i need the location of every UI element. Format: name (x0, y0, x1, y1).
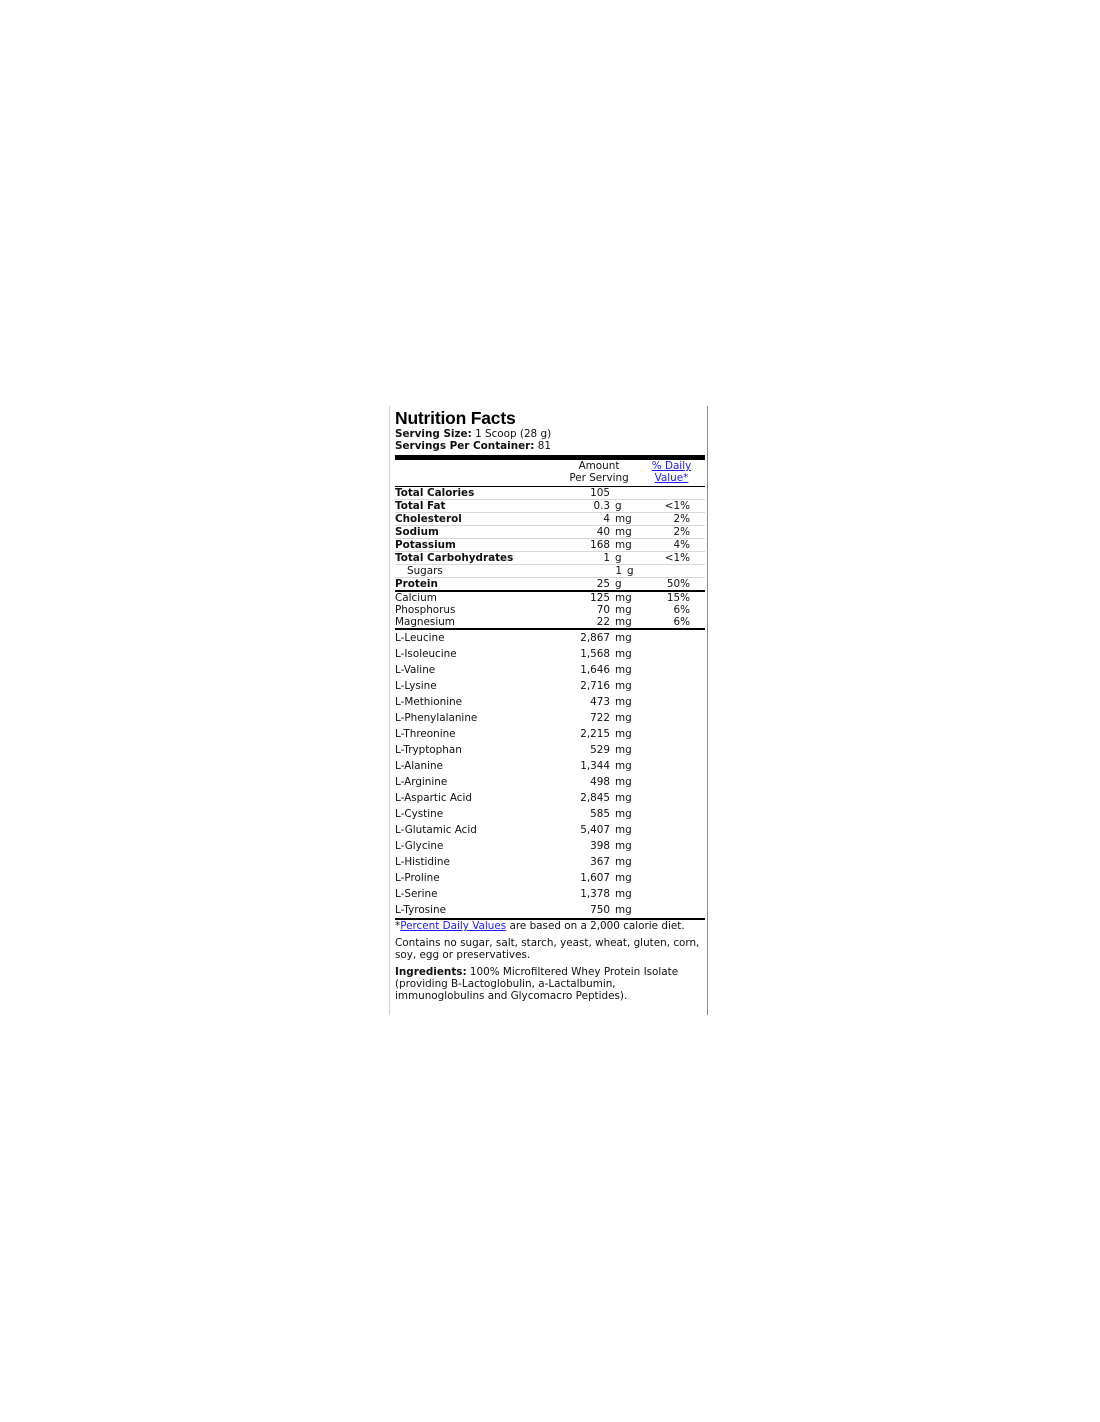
table-row: L-Tryptophan 529 mg (395, 744, 632, 756)
table-row: Sodium 40 mg 2% (395, 526, 705, 539)
table-row: L-Glycine 398 mg (395, 840, 632, 852)
table-row: Calcium 125 mg 15% (395, 592, 690, 604)
table-row: L-Leucine 2,867 mg (395, 632, 632, 644)
servings-value: 81 (537, 440, 552, 452)
table-row: L-Phenylalanine 722 mg (395, 712, 632, 724)
serving-size (395, 428, 705, 440)
label-footer (395, 920, 705, 1002)
table-row: Magnesium 22 mg 6% (395, 616, 690, 628)
percent-daily-values-link[interactable]: Percent Daily Values (400, 920, 507, 932)
table-row: L-Lysine 2,716 mg (395, 680, 632, 692)
table-row: L-Serine 1,378 mg (395, 888, 632, 900)
ingredients (395, 966, 705, 1002)
table-row: L-Arginine 498 mg (395, 776, 632, 788)
table-row: L-Proline 1,607 mg (395, 872, 632, 884)
table-row: Total Fat 0.3 g <1% (395, 500, 705, 513)
table-row: L-Cystine 585 mg (395, 808, 632, 820)
nutrients-table (395, 487, 705, 590)
label-title: Nutrition Facts (395, 408, 516, 428)
column-headers (395, 460, 705, 484)
table-row: Potassium 168 mg 4% (395, 539, 705, 552)
table-row: Total Carbohydrates 1 g <1% (395, 552, 705, 565)
table-row: Total Calories 105 (395, 487, 705, 500)
table-row: Cholesterol 4 mg 2% (395, 513, 705, 526)
ingredients-text: 100% Microfiltered Whey Protein Isolate (providing B-Lactoglobulin, a-Lactalbumin, immunoglobulins and Glycomacro Peptides). (395, 966, 679, 1002)
serving-size-value: 1 Scoop (28 g) (475, 428, 552, 440)
table-row: L-Valine 1,646 mg (395, 664, 632, 676)
amount-column-header: Amount Per Serving (569, 460, 629, 484)
table-row: L-Alanine 1,344 mg (395, 760, 632, 772)
daily-value-link[interactable]: % Daily (651, 460, 692, 472)
table-row: L-Glutamic Acid 5,407 mg (395, 824, 632, 836)
minerals-table (395, 592, 705, 628)
table-row: L-Aspartic Acid 2,845 mg (395, 792, 632, 804)
nutrition-label (395, 406, 705, 1007)
serving-size-label: Serving Size: (395, 428, 472, 440)
servings-label: Servings Per Container: (395, 440, 535, 452)
table-row: L-Threonine 2,215 mg (395, 728, 632, 740)
table-row: Phosphorus 70 mg 6% (395, 604, 690, 616)
table-row: L-Histidine 367 mg (395, 856, 632, 868)
table-row: L-Isoleucine 1,568 mg (395, 648, 632, 660)
table-row: Sugars 1 g (395, 565, 705, 578)
table-row: Protein 25 g 50% (395, 578, 690, 590)
servings-per-container (395, 440, 705, 452)
daily-value-column-header (638, 460, 705, 484)
table-row: L-Tyrosine 750 mg (395, 904, 632, 916)
footnote: *Percent Daily Values are based on a 2,000 calorie diet. (395, 920, 685, 932)
nutrition-panel (389, 406, 708, 1015)
contains-statement: Contains no sugar, salt, starch, yeast, wheat, gluten, corn, soy, egg or preservatives. (395, 937, 700, 961)
daily-value-link-2[interactable]: Value* (654, 472, 689, 484)
amino-acids-table (395, 630, 705, 918)
table-row: L-Methionine 473 mg (395, 696, 632, 708)
ingredients-label: Ingredients: (395, 966, 467, 978)
